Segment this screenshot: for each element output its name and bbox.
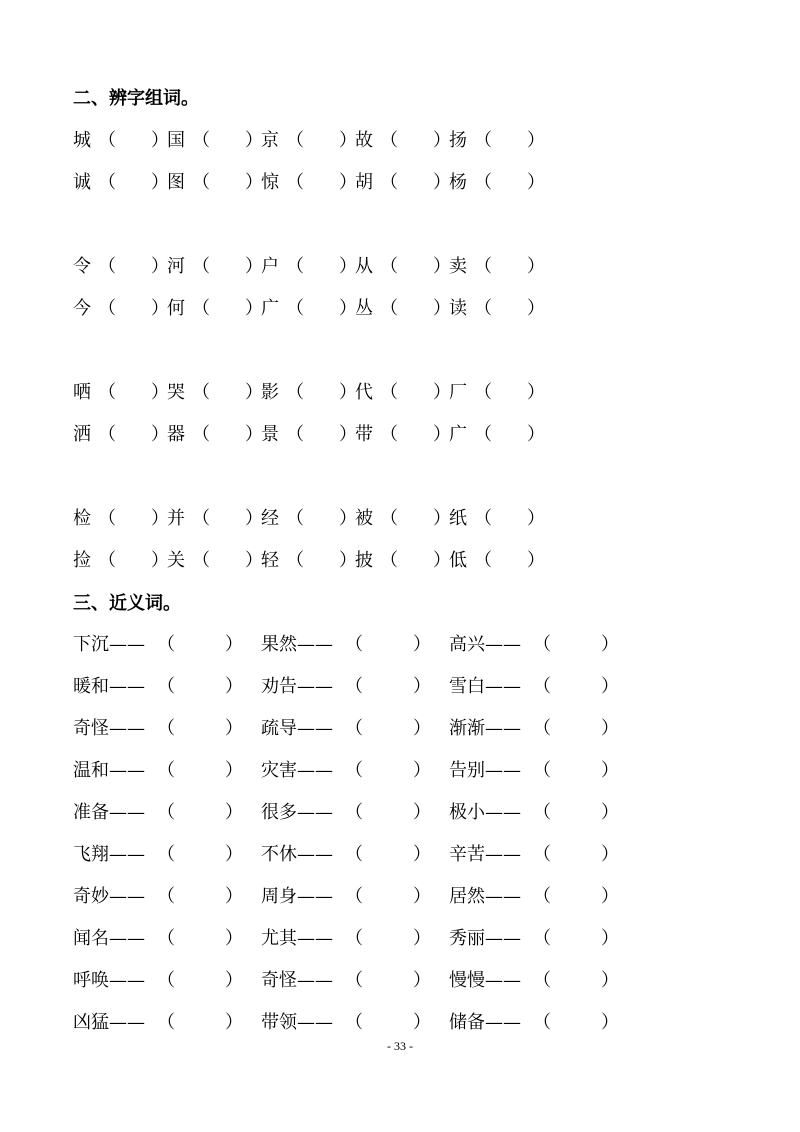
char: 景 xyxy=(261,424,279,445)
close-paren: ） xyxy=(413,844,431,865)
char-row xyxy=(73,171,573,213)
close-paren: ） xyxy=(225,844,243,865)
char: 广 xyxy=(449,424,467,445)
open-paren: （ xyxy=(345,844,363,865)
close-paren: ） xyxy=(433,424,451,445)
dash: —— xyxy=(297,928,333,949)
synonym-word: 带领 xyxy=(261,1012,297,1033)
page-number: - 33 - xyxy=(387,1039,413,1053)
open-paren: （ xyxy=(286,298,304,319)
open-paren: （ xyxy=(533,886,551,907)
char: 厂 xyxy=(449,382,467,403)
open-paren: （ xyxy=(380,424,398,445)
close-paren: ） xyxy=(339,424,357,445)
synonym-word: 尤其 xyxy=(261,928,297,949)
close-paren: ） xyxy=(225,970,243,991)
close-paren: ） xyxy=(433,382,451,403)
synonym-word: 周身 xyxy=(261,886,297,907)
char-row xyxy=(73,549,573,591)
char: 读 xyxy=(449,298,467,319)
dash: —— xyxy=(297,634,333,655)
open-paren: （ xyxy=(533,676,551,697)
open-paren: （ xyxy=(192,256,210,277)
synonym-row xyxy=(73,843,633,885)
close-paren: ） xyxy=(527,256,545,277)
close-paren: ） xyxy=(433,256,451,277)
open-paren: （ xyxy=(533,634,551,655)
open-paren: （ xyxy=(474,424,492,445)
synonym-word: 居然 xyxy=(449,886,485,907)
synonym-row xyxy=(73,885,633,927)
char-group-2 xyxy=(73,255,573,339)
synonym-word: 疏导 xyxy=(261,718,297,739)
close-paren: ） xyxy=(601,928,619,949)
char: 诚 xyxy=(73,172,91,193)
close-paren: ） xyxy=(433,550,451,571)
dash: —— xyxy=(109,760,145,781)
synonym-word: 劝告 xyxy=(261,676,297,697)
char: 胡 xyxy=(355,172,373,193)
char: 纸 xyxy=(449,508,467,529)
char-row xyxy=(73,255,573,297)
open-paren: （ xyxy=(533,970,551,991)
open-paren: （ xyxy=(286,382,304,403)
close-paren: ） xyxy=(413,718,431,739)
char: 城 xyxy=(73,130,91,151)
open-paren: （ xyxy=(157,844,175,865)
open-paren: （ xyxy=(474,508,492,529)
open-paren: （ xyxy=(380,550,398,571)
dash: —— xyxy=(297,760,333,781)
open-paren: （ xyxy=(345,970,363,991)
char: 被 xyxy=(355,508,373,529)
close-paren: ） xyxy=(225,676,243,697)
close-paren: ） xyxy=(433,508,451,529)
synonym-word: 温和 xyxy=(73,760,109,781)
char: 京 xyxy=(261,130,279,151)
close-paren: ） xyxy=(601,802,619,823)
close-paren: ） xyxy=(601,1012,619,1033)
open-paren: （ xyxy=(192,382,210,403)
char: 哂 xyxy=(73,382,91,403)
synonym-word: 秀丽 xyxy=(449,928,485,949)
close-paren: ） xyxy=(151,424,169,445)
close-paren: ） xyxy=(601,634,619,655)
close-paren: ） xyxy=(245,508,263,529)
section3-heading: 三、近义词。 xyxy=(73,593,181,614)
close-paren: ） xyxy=(225,802,243,823)
synonym-word: 奇怪 xyxy=(261,970,297,991)
close-paren: ） xyxy=(245,382,263,403)
dash: —— xyxy=(297,676,333,697)
char: 故 xyxy=(355,130,373,151)
char: 器 xyxy=(167,424,185,445)
char: 卖 xyxy=(449,256,467,277)
synonym-word: 下沉 xyxy=(73,634,109,655)
close-paren: ） xyxy=(413,802,431,823)
char: 影 xyxy=(261,382,279,403)
close-paren: ） xyxy=(433,172,451,193)
char: 关 xyxy=(167,550,185,571)
close-paren: ） xyxy=(339,298,357,319)
open-paren: （ xyxy=(192,424,210,445)
synonym-word: 呼唤 xyxy=(73,970,109,991)
close-paren: ） xyxy=(413,970,431,991)
close-paren: ） xyxy=(601,844,619,865)
dash: —— xyxy=(485,802,521,823)
open-paren: （ xyxy=(533,760,551,781)
close-paren: ） xyxy=(225,1012,243,1033)
open-paren: （ xyxy=(474,172,492,193)
synonym-word: 奇妙 xyxy=(73,886,109,907)
open-paren: （ xyxy=(98,172,116,193)
open-paren: （ xyxy=(98,508,116,529)
open-paren: （ xyxy=(98,382,116,403)
open-paren: （ xyxy=(345,886,363,907)
close-paren: ） xyxy=(413,634,431,655)
open-paren: （ xyxy=(98,424,116,445)
char: 低 xyxy=(449,550,467,571)
char: 户 xyxy=(261,256,279,277)
close-paren: ） xyxy=(527,382,545,403)
char: 披 xyxy=(355,550,373,571)
synonym-row xyxy=(73,969,633,1011)
close-paren: ） xyxy=(339,550,357,571)
close-paren: ） xyxy=(245,172,263,193)
close-paren: ） xyxy=(151,508,169,529)
close-paren: ） xyxy=(601,718,619,739)
open-paren: （ xyxy=(380,256,398,277)
close-paren: ） xyxy=(151,550,169,571)
open-paren: （ xyxy=(345,1012,363,1033)
open-paren: （ xyxy=(286,424,304,445)
synonym-word: 告别 xyxy=(449,760,485,781)
dash: —— xyxy=(109,718,145,739)
synonym-word: 雪白 xyxy=(449,676,485,697)
dash: —— xyxy=(109,886,145,907)
synonym-word: 准备 xyxy=(73,802,109,823)
synonym-word: 储备 xyxy=(449,1012,485,1033)
dash: —— xyxy=(485,844,521,865)
char: 国 xyxy=(167,130,185,151)
open-paren: （ xyxy=(345,676,363,697)
open-paren: （ xyxy=(380,172,398,193)
char: 轻 xyxy=(261,550,279,571)
synonym-row xyxy=(73,801,633,843)
open-paren: （ xyxy=(345,760,363,781)
dash: —— xyxy=(485,970,521,991)
open-paren: （ xyxy=(345,802,363,823)
close-paren: ） xyxy=(527,508,545,529)
char-row xyxy=(73,381,573,423)
synonym-word: 慢慢 xyxy=(449,970,485,991)
char: 何 xyxy=(167,298,185,319)
dash: —— xyxy=(297,886,333,907)
char-row xyxy=(73,507,573,549)
open-paren: （ xyxy=(533,844,551,865)
close-paren: ） xyxy=(339,382,357,403)
close-paren: ） xyxy=(225,928,243,949)
close-paren: ） xyxy=(413,928,431,949)
char: 代 xyxy=(355,382,373,403)
dash: —— xyxy=(109,928,145,949)
dash: —— xyxy=(109,634,145,655)
open-paren: （ xyxy=(192,130,210,151)
close-paren: ） xyxy=(339,130,357,151)
open-paren: （ xyxy=(192,550,210,571)
open-paren: （ xyxy=(474,550,492,571)
char: 洒 xyxy=(73,424,91,445)
open-paren: （ xyxy=(474,256,492,277)
char: 令 xyxy=(73,256,91,277)
open-paren: （ xyxy=(474,130,492,151)
synonym-row xyxy=(73,759,633,801)
char-group-3 xyxy=(73,381,573,465)
close-paren: ） xyxy=(527,172,545,193)
close-paren: ） xyxy=(245,256,263,277)
close-paren: ） xyxy=(527,298,545,319)
close-paren: ） xyxy=(225,760,243,781)
close-paren: ） xyxy=(601,970,619,991)
open-paren: （ xyxy=(192,298,210,319)
close-paren: ） xyxy=(413,676,431,697)
close-paren: ） xyxy=(339,508,357,529)
synonym-word: 凶猛 xyxy=(73,1012,109,1033)
char-row xyxy=(73,297,573,339)
char-row xyxy=(73,423,573,465)
dash: —— xyxy=(109,970,145,991)
dash: —— xyxy=(485,634,521,655)
synonym-word: 暖和 xyxy=(73,676,109,697)
close-paren: ） xyxy=(601,676,619,697)
close-paren: ） xyxy=(601,886,619,907)
synonym-word: 不休 xyxy=(261,844,297,865)
close-paren: ） xyxy=(245,550,263,571)
synonym-word: 果然 xyxy=(261,634,297,655)
dash: —— xyxy=(109,802,145,823)
dash: —— xyxy=(485,928,521,949)
synonym-word: 灾害 xyxy=(261,760,297,781)
dash: —— xyxy=(485,760,521,781)
close-paren: ） xyxy=(413,760,431,781)
dash: —— xyxy=(485,1012,521,1033)
open-paren: （ xyxy=(98,256,116,277)
close-paren: ） xyxy=(245,298,263,319)
open-paren: （ xyxy=(157,970,175,991)
dash: —— xyxy=(485,886,521,907)
dash: —— xyxy=(297,1012,333,1033)
open-paren: （ xyxy=(157,886,175,907)
open-paren: （ xyxy=(157,718,175,739)
char: 广 xyxy=(261,298,279,319)
dash: —— xyxy=(485,676,521,697)
open-paren: （ xyxy=(533,718,551,739)
open-paren: （ xyxy=(380,508,398,529)
synonym-word: 闻名 xyxy=(73,928,109,949)
dash: —— xyxy=(297,970,333,991)
dash: —— xyxy=(297,802,333,823)
close-paren: ） xyxy=(527,424,545,445)
open-paren: （ xyxy=(192,172,210,193)
synonym-word: 高兴 xyxy=(449,634,485,655)
open-paren: （ xyxy=(157,676,175,697)
char: 杨 xyxy=(449,172,467,193)
char: 哭 xyxy=(167,382,185,403)
char: 经 xyxy=(261,508,279,529)
char: 带 xyxy=(355,424,373,445)
close-paren: ） xyxy=(413,1012,431,1033)
char: 捡 xyxy=(73,550,91,571)
open-paren: （ xyxy=(157,802,175,823)
close-paren: ） xyxy=(527,550,545,571)
close-paren: ） xyxy=(225,886,243,907)
close-paren: ） xyxy=(433,130,451,151)
synonym-row xyxy=(73,633,633,675)
close-paren: ） xyxy=(151,298,169,319)
dash: —— xyxy=(109,844,145,865)
close-paren: ） xyxy=(151,382,169,403)
synonym-word: 奇怪 xyxy=(73,718,109,739)
char: 图 xyxy=(167,172,185,193)
close-paren: ） xyxy=(601,760,619,781)
close-paren: ） xyxy=(527,130,545,151)
dash: —— xyxy=(297,844,333,865)
synonym-word: 极小 xyxy=(449,802,485,823)
close-paren: ） xyxy=(339,172,357,193)
open-paren: （ xyxy=(380,382,398,403)
open-paren: （ xyxy=(533,928,551,949)
open-paren: （ xyxy=(380,298,398,319)
open-paren: （ xyxy=(286,256,304,277)
close-paren: ） xyxy=(245,130,263,151)
open-paren: （ xyxy=(533,1012,551,1033)
close-paren: ） xyxy=(151,130,169,151)
close-paren: ） xyxy=(245,424,263,445)
open-paren: （ xyxy=(157,928,175,949)
close-paren: ） xyxy=(413,886,431,907)
synonym-list xyxy=(73,633,633,1053)
close-paren: ） xyxy=(151,172,169,193)
close-paren: ） xyxy=(433,298,451,319)
close-paren: ） xyxy=(339,256,357,277)
dash: —— xyxy=(109,676,145,697)
synonym-row xyxy=(73,675,633,717)
open-paren: （ xyxy=(474,298,492,319)
open-paren: （ xyxy=(286,550,304,571)
open-paren: （ xyxy=(157,760,175,781)
open-paren: （ xyxy=(192,508,210,529)
synonym-word: 很多 xyxy=(261,802,297,823)
synonym-word: 渐渐 xyxy=(449,718,485,739)
char: 今 xyxy=(73,298,91,319)
char: 河 xyxy=(167,256,185,277)
open-paren: （ xyxy=(98,550,116,571)
char: 并 xyxy=(167,508,185,529)
open-paren: （ xyxy=(98,298,116,319)
open-paren: （ xyxy=(533,802,551,823)
open-paren: （ xyxy=(157,634,175,655)
open-paren: （ xyxy=(345,718,363,739)
synonym-word: 辛苦 xyxy=(449,844,485,865)
dash: —— xyxy=(297,718,333,739)
char-group-4 xyxy=(73,507,573,591)
open-paren: （ xyxy=(286,172,304,193)
char: 惊 xyxy=(261,172,279,193)
close-paren: ） xyxy=(225,634,243,655)
dash: —— xyxy=(485,718,521,739)
open-paren: （ xyxy=(345,634,363,655)
char: 从 xyxy=(355,256,373,277)
open-paren: （ xyxy=(286,508,304,529)
close-paren: ） xyxy=(225,718,243,739)
char: 丛 xyxy=(355,298,373,319)
dash: —— xyxy=(109,1012,145,1033)
char-group-1 xyxy=(73,129,573,213)
char: 检 xyxy=(73,508,91,529)
open-paren: （ xyxy=(474,382,492,403)
section2-heading: 二、辨字组词。 xyxy=(73,88,199,109)
open-paren: （ xyxy=(380,130,398,151)
synonym-word: 飞翔 xyxy=(73,844,109,865)
synonym-row xyxy=(73,717,633,759)
close-paren: ） xyxy=(151,256,169,277)
open-paren: （ xyxy=(345,928,363,949)
char: 扬 xyxy=(449,130,467,151)
open-paren: （ xyxy=(157,1012,175,1033)
synonym-row xyxy=(73,927,633,969)
open-paren: （ xyxy=(98,130,116,151)
open-paren: （ xyxy=(286,130,304,151)
char-row xyxy=(73,129,573,171)
